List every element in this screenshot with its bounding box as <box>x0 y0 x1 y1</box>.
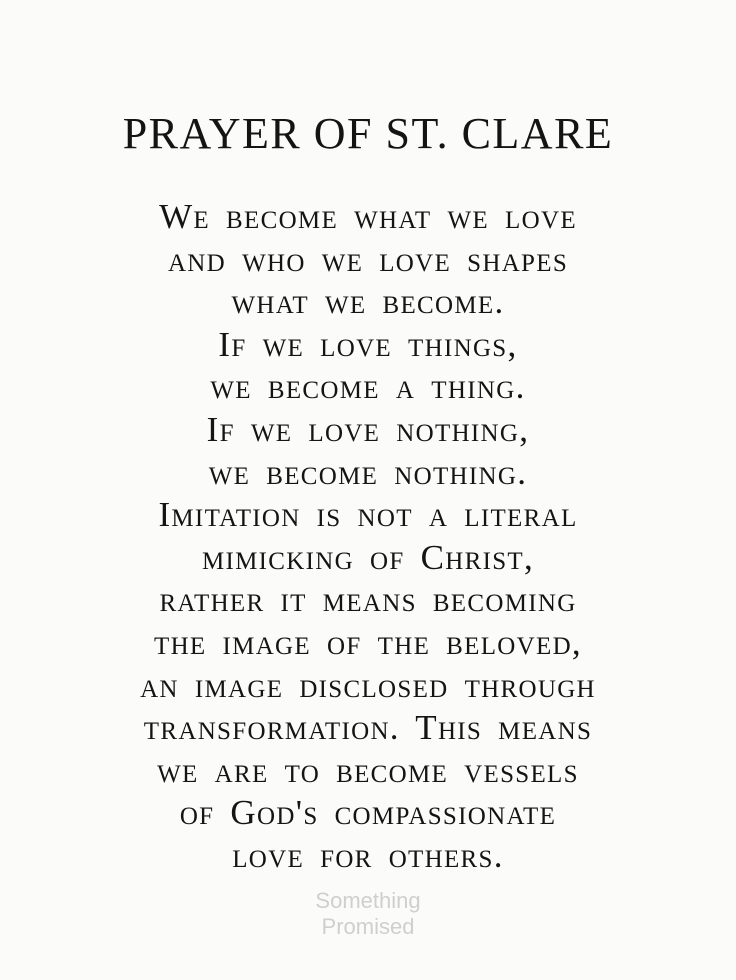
prayer-line: Imitation is not a literal <box>158 495 578 535</box>
prayer-line: what we become. <box>231 282 505 322</box>
watermark <box>0 888 736 940</box>
prayer-line: mimicking of Christ, <box>201 537 535 577</box>
watermark-line-1: Something <box>315 888 421 913</box>
prayer-line: we become a thing. <box>210 367 526 407</box>
prayer-line: of God's compassionate <box>179 793 557 833</box>
prayer-line: rather it means becoming <box>159 580 577 620</box>
prayer-text <box>0 196 736 878</box>
prayer-line: we are to become vessels <box>157 750 579 790</box>
prayer-line: the image of the beloved, <box>154 622 582 662</box>
prayer-line: an image disclosed through <box>140 665 596 705</box>
prayer-line: We become what we love <box>159 197 577 236</box>
watermark-line-2: Promised <box>321 914 415 939</box>
prayer-line: If we love nothing, <box>206 409 530 449</box>
prayer-line: love for others. <box>232 835 504 875</box>
prayer-line: If we love things, <box>218 324 518 364</box>
prayer-line: and who we love shapes <box>167 239 569 279</box>
prayer-line: we become nothing. <box>208 452 528 492</box>
page-title: PRAYER OF ST. CLARE <box>122 109 614 158</box>
prayer-line: transformation. This means <box>143 708 593 748</box>
